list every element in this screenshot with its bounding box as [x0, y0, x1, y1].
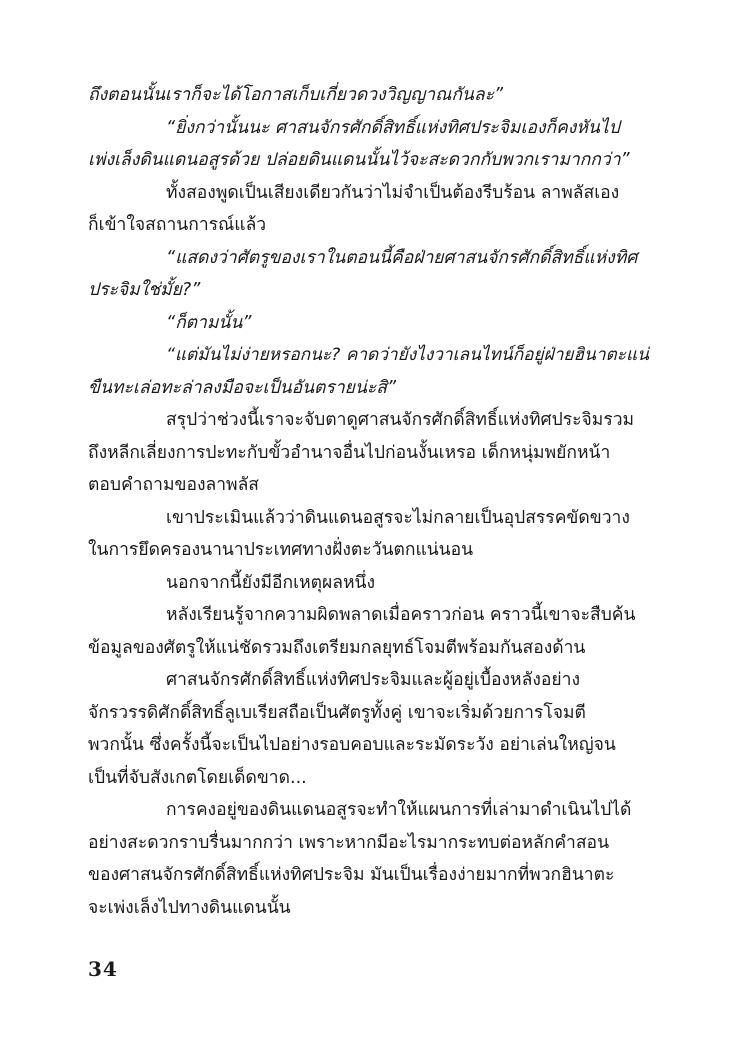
page-number: 34	[88, 957, 118, 981]
text-line: ประจิมใช่มั้ย?”	[88, 280, 201, 300]
body-text	[88, 79, 650, 924]
text-line: พวกนั้น ซึ่งครั้งนี้จะเป็นไปอย่างรอบคอบและระมัดระวัง อย่าเล่นใหญ่จน	[88, 735, 616, 755]
text-line: อย่างสะดวกราบรื่นมากกว่า เพราะหากมีอะไรมากระทบต่อหลักคำสอน	[88, 832, 610, 853]
text-line: ถึงตอนนั้นเราก็จะได้โอกาสเก็บเกี่ยวดวงวิญญาณกันละ”	[88, 85, 504, 105]
text-line: “ยิ่งกว่านั้นนะ ศาสนจักรศักดิ์สิทธิ์แห่งทิศประจิมเองก็คงหันไป	[166, 117, 620, 138]
text-line: หลังเรียนรู้จากความผิดพลาดเมื่อคราวก่อน คราวนี้เขาจะสืบค้น	[166, 605, 636, 625]
text-line: ทั้งสองพูดเป็นเสียงเดียวกันว่าไม่จำเป็นต้องรีบร้อน ลาพลัสเอง	[166, 182, 620, 203]
text-line: การคงอยู่ของดินแดนอสูรจะทำให้แผนการที่เล่ามาดำเนินไปได้	[166, 800, 632, 820]
text-line: สรุปว่าช่วงนี้เราจะจับตาดูศาสนจักรศักดิ์สิทธิ์แห่งทิศประจิมรวม	[166, 410, 635, 430]
text-line: เป็นที่จับสังเกตโดยเด็ดขาด...	[88, 767, 307, 788]
text-line: ขืนทะเล่อทะล่าลงมือจะเป็นอันตรายน่ะสิ”	[88, 377, 397, 398]
text-line: ศาสนจักรศักดิ์สิทธิ์แห่งทิศประจิมและผู้อยู่เบื้องหลังอย่าง	[166, 670, 581, 690]
text-line: จะเพ่งเล็งไปทางดินแดนนั้น	[88, 897, 291, 918]
text-line: เพ่งเล็งดินแดนอสูรด้วย ปล่อยดินแดนนั้นไว้จะสะดวกกับพวกเรามากกว่า”	[88, 150, 630, 170]
text-line: ของศาสนจักรศักดิ์สิทธิ์แห่งทิศประจิม มันเป็นเรื่องง่ายมากที่พวกฮินาตะ	[88, 865, 615, 885]
text-line: นอกจากนี้ยังมีอีกเหตุผลหนึ่ง	[166, 572, 376, 593]
text-line: “แสดงว่าศัตรูของเราในตอนนี้คือฝ่ายศาสนจักรศักดิ์สิทธิ์แห่งทิศ	[166, 247, 638, 268]
text-line: เขาประเมินแล้วว่าดินแดนอสูรจะไม่กลายเป็นอุปสรรคขัดขวาง	[166, 507, 630, 528]
text-line: “แต่มันไม่ง่ายหรอกนะ? คาดว่ายังไงวาเลนไทน์ก็อยู่ฝ่ายฮินาตะแน่	[166, 345, 649, 365]
text-line: “ก็ตามนั้น”	[166, 312, 252, 333]
text-line: ก็เข้าใจสถานการณ์แล้ว	[88, 215, 267, 235]
text-line: ตอบคำถามของลาพลัส	[88, 475, 259, 495]
text-line: ข้อมูลของศัตรูให้แน่ชัดรวมถึงเตรียมกลยุทธ์โจมตีพร้อมกันสองด้าน	[88, 637, 586, 658]
text-line: ถึงหลีกเลี่ยงการปะทะกับขั้วอำนาจอื่นไปก่อนงั้นเหรอ เด็กหนุ่มพยักหน้า	[88, 442, 611, 463]
text-line: ในการยึดครองนานาประเทศทางฝั่งตะวันตกแน่นอน	[88, 540, 474, 560]
text-line: จักรวรรดิศักดิ์สิทธิ์ลูเบเรียสถือเป็นศัตรูทั้งคู่ เขาจะเริ่มด้วยการโจมตี	[88, 702, 586, 723]
